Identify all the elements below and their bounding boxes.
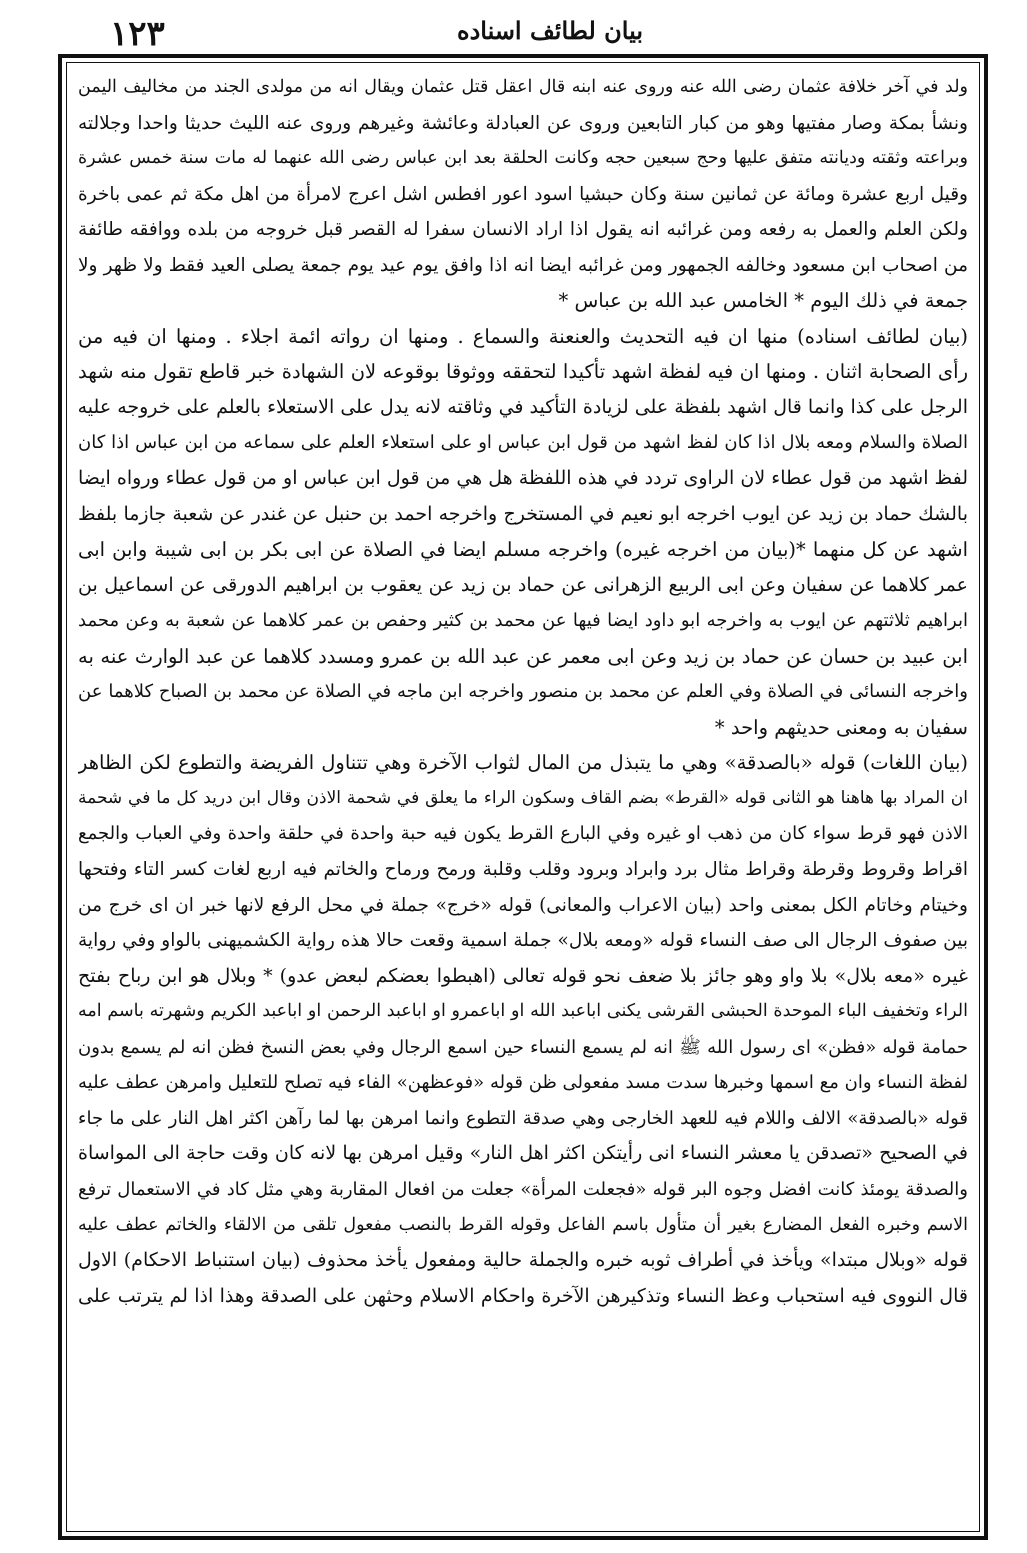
text-line: من اصحاب ابن مسعود وخالفه الجمهور ومن غرائبه ايضا انه اذا وافق يوم عيد يوم جمعة يصلى العيد فقط ولا ظهر ولا (78, 254, 968, 276)
page-header (60, 14, 980, 54)
text-line: لفظ اشهد من قول عطاء لان الراوى تردد في هذه اللفظة هل هي من قول ابن عباس او من قول عطاء ورواه ايضا (78, 467, 968, 490)
text-line: جمعة في ذلك اليوم * الخامس عبد الله بن عباس * (558, 289, 968, 313)
page-number: ۱۲۳ (110, 14, 165, 54)
text-line: اشهد عن كل منهما *(بيان من اخرجه غيره) واخرجه مسلم ايضا في الصلاة عن ابى بكر بن ابى شيبة وابن ابى (78, 538, 968, 562)
text-line: الاسم وخبره الفعل المضارع بغير أن متأول باسم الفاعل وقوله القرط بالنصب مفعول تلقى من الالقاء والخاتم عطف عليه (78, 1214, 968, 1235)
text-line: رأى الصحابة اثنان . ومنها ان فيه لفظة اشهد تأكيدا لتحققه ووثوقا بوقوعه لان الشهادة خبر قاطع تقول منه شهد (78, 360, 968, 384)
text-line: لفظة النساء وان مع اسمها وخبرها سدت مسد مفعولى ظن قوله «فوعظهن» الفاء فيه تصلح للتعليل وامرهن عطف عليه (78, 1072, 968, 1094)
text-line: قوله «وبلال مبتدا» ويأخذ في أطراف ثوبه خبره والجملة حالية ومفعول يأخذ محذوف (بيان استنباط الاحكام) الاول (78, 1249, 968, 1272)
text-line: ولكن العلم والعمل به رفعه ومن غرائبه انه يقول اذا اراد الانسان سفرا له القصر قبل خروجه من بلده ووافقه طائفة (78, 219, 968, 241)
text-line: غيره «معه بلال» بلا واو وهو جائز بلا ضعف نحو قوله تعالى (اهبطوا بعضكم لبعض عدو) * وبلال هو ابن رباح بفتح (78, 964, 968, 987)
text-line: الاذن فهو قرط سواء كان من ذهب او غيره وفي البارع القرط يكون فيه حبة واحدة في حلقة واحدة وفي العباب والجمع (78, 823, 968, 845)
text-line: ابراهيم ثلاثتهم عن ايوب به واخرجه ابو داود ايضا فيها عن محمد بن كثير وحفص بن عمر كلاهما عن شعبة به وعن محمد (78, 610, 968, 632)
text-line: ان المراد بها هاهنا هو الثانى قوله «القرط» بضم القاف وسكون الراء ما يعلق في شحمة الاذن وقال ابن دريد كل ما في شحمة (78, 787, 968, 808)
text-line: وخيتام وخاتام الكل بمعنى واحد (بيان الاعراب والمعانى) قوله «خرج» جملة في محل الرفع لانها خبر ان اى خرج من (78, 894, 968, 916)
text-line: ابن عبيد بن حسان عن حماد بن زيد وعن ابى معمر عن عبد الله بن عمرو ومسدد كلاهما عن عبد الوارث عنه به (78, 644, 968, 668)
text-line: قوله «بالصدقة» الالف واللام فيه للعهد الخارجى وهي صدقة التطوع وانما امرهن بها لما رآهن اكثر اهل النار على ما جاء (78, 1107, 968, 1129)
text-line: واخرجه النسائى في الصلاة وفي العلم عن محمد بن منصور واخرجه ابن ماجه في الصلاة عن محمد بن الصباح كلاهما عن (78, 681, 968, 703)
text-line: اقراط وقروط وقرطة وقراط مثال برد وابراد وبرود وقلب وقلبة ورمح ورماح والخاتم فيه اربع لغات كسر التاء وفتحها (78, 859, 968, 881)
text-line: ولد في آخر خلافة عثمان رضى الله عنه وروى عنه ابنه قال اعقل قتل عثمان ويقال انه من مولدى الجند من مخاليف اليمن (78, 77, 968, 97)
text-line: الصلاة والسلام ومعه بلال اذا كان لفظ اشهد من قول ابن عباس او على استعلاء العلم على سماعه من ابن عباس اذا كان (78, 432, 968, 454)
text-line: (بيان اللغات) قوله «بالصدقة» وهي ما يتبذل من المال لثواب الآخرة وهي تتناول الفريضة والتطوع لكن الظاهر (78, 751, 968, 775)
text-line: بين صفوف الرجال الى صف النساء قوله «ومعه بلال» جملة اسمية وقعت حالا هذه رواية الكشميهنى بالواو وفي رواية (78, 930, 968, 952)
text-line: حمامة قوله «فظن» اى رسول الله ﷺ انه لم يسمع النساء حين اسمع الرجال وفي بعض النسخ فظن انه لم يسمع بدون (78, 1036, 968, 1058)
text-line: وبراعته وثقته وديانته متفق عليها وحج سبعين حجه وكانت الحلقة بعد ابن عباس رضى الله عنهما له مات سنة خمس عشرة (78, 148, 968, 169)
text-line: سفيان به ومعنى حديثهم واحد * (714, 715, 968, 739)
text-line: قال النووى فيه استحباب وعظ النساء وتذكيرهن الآخرة واحكام الاسلام وحثهن على الصدقة وهذا اذا لم يترتب على (78, 1284, 968, 1307)
text-line: في الصحيح «تصدقن يا معشر النساء انى رأيتكن اكثر اهل النار» وقيل امرهن بها لانه كان وقت حاجة الى المواساة (78, 1142, 968, 1165)
text-line: وقيل اربع عشرة ومائة عن ثمانين سنة وكان حبشيا اسود اعور افطس اشل اعرج لامرأة من اهل مكة ثم عمى باخرة (78, 183, 968, 205)
text-line: بالشك حماد بن زيد عن ايوب اخرجه ابو نعيم في المستخرج واخرجه احمد بن حنبل عن غندر عن شعبة جازما بلفظ (78, 502, 968, 525)
text-line: الرجل على كذا وانما قال اشهد بلفظة على لزيادة التأكيد في وثاقته لانه يدل على الاستعلاء بالعلم على خروجه عليه (78, 395, 968, 418)
running-title: بيان لطائف اسناده (457, 16, 643, 45)
body-text (78, 70, 968, 1528)
text-line: الراء وتخفيف الباء الموحدة الحبشى القرشى يكنى اباعبد الله او اباعمرو او اباعبد الرحمن او اباعبد الكريم وشهرته باسم امه (78, 1001, 968, 1022)
text-line: والصدقة يومئذ كانت افضل وجوه البر قوله «فجعلت المرأة» جعلت من افعال المقاربة وهي مثل كاد في الاستعمال ترفع (78, 1178, 968, 1200)
text-line: (بيان لطائف اسناده) منها ان فيه التحديث والعنعنة والسماع . ومنها ان رواته ائمة اجلاء . ومنها ان فيه من (78, 324, 968, 348)
text-line: عمر كلاهما عن سفيان وعن ابى الربيع الزهرانى عن حماد بن زيد عن يعقوب بن ابراهيم الدورقى عن اسماعيل بن (78, 573, 968, 596)
text-line: ونشأ بمكة وصار مفتيها وهو من كبار التابعين وروى عن العبادلة وعائشة وغيرهم وروى عنه الليث حديثا واحدا وجلالته (78, 112, 968, 134)
